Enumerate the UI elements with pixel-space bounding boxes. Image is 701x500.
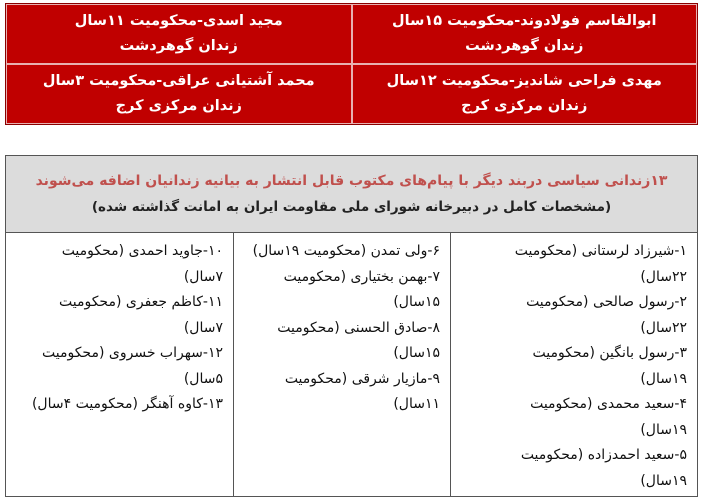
- list-headline: ۱۳زندانی سیاسی دربند دیگر با پیام‌های مکتوب قابل انتشار به بیانیه زندانیان اضافه می‌شوند: [35, 173, 668, 189]
- list-item: ۷سال): [183, 268, 223, 285]
- list-item: ۱۹سال): [640, 472, 687, 489]
- top-cell: [352, 64, 698, 124]
- prisoners-list-table: [5, 155, 698, 497]
- list-item: ۳-رسول بانگین (محکومیت: [532, 345, 687, 361]
- list-item: ۱۹سال): [640, 421, 687, 438]
- top-cell-prison: زندان مرکزی کرج: [461, 98, 588, 114]
- list-item: ۱۵سال): [393, 294, 440, 310]
- list-item: ۵-سعید احمدزاده (محکومیت: [520, 447, 687, 463]
- list-columns: [6, 233, 697, 496]
- top-cell-prison: زندان گوهردشت: [465, 38, 584, 54]
- top-cell-name: مجید اسدی-محکومیت ۱۱سال: [74, 13, 283, 29]
- top-cell-name: محمد آشتیانی عراقی-محکومیت ۳سال: [42, 73, 315, 89]
- list-header: [6, 156, 697, 233]
- list-item: ۸-صادق الحسنی (محکومیت: [277, 319, 440, 336]
- list-item: ۶-ولی تمدن (محکومیت ۱۹سال): [252, 243, 440, 259]
- top-cell-name: مهدی فراحی شاندیز-محکومیت ۱۲سال: [386, 73, 662, 89]
- list-item: ۱۹سال): [640, 370, 687, 387]
- list-item: ۴-سعید محمدی (محکومیت: [530, 396, 687, 412]
- list-item: ۷سال): [183, 319, 223, 336]
- list-column-3: [6, 233, 234, 496]
- list-item: ۵سال): [183, 370, 223, 387]
- top-cell-name: ابوالقاسم فولادوند-محکومیت ۱۵سال: [392, 13, 657, 29]
- list-item: ۷-بهمن بختیاری (محکومیت: [283, 268, 440, 285]
- list-item: ۲۲سال): [640, 319, 687, 336]
- top-cell-prison: زندان مرکزی کرج: [115, 98, 242, 114]
- list-item: ۲۲سال): [640, 268, 687, 285]
- list-item: ۹-مازیار شرقی (محکومیت ۱۱سال): [284, 370, 440, 412]
- list-item: ۱۳-کاوه آهنگر (محکومیت ۴سال): [31, 396, 223, 412]
- list-item: ۱۵سال): [393, 345, 440, 361]
- list-column-1: [451, 233, 697, 496]
- prisoners-top-table: [5, 3, 698, 125]
- list-item: ۲-رسول صالحی (محکومیت: [526, 294, 687, 310]
- list-item: ۱۰-جاوید احمدی (محکومیت: [61, 243, 223, 259]
- list-item: ۱۲-سهراب خسروی (محکومیت: [42, 345, 223, 361]
- list-column-2: [234, 233, 451, 496]
- list-item: ۱-شیرزاد لرستانی (محکومیت: [514, 243, 687, 259]
- list-subline: (مشخصات کامل در دبیرخانه شورای ملی مقاومت ایران به امانت گذاشته شده): [91, 199, 612, 215]
- top-cell: [6, 64, 352, 124]
- top-cell-prison: زندان گوهردشت: [119, 38, 238, 54]
- list-item: ۱۱-کاظم جعفری (محکومیت: [59, 294, 223, 310]
- top-cell: [6, 4, 352, 64]
- top-cell: [352, 4, 698, 64]
